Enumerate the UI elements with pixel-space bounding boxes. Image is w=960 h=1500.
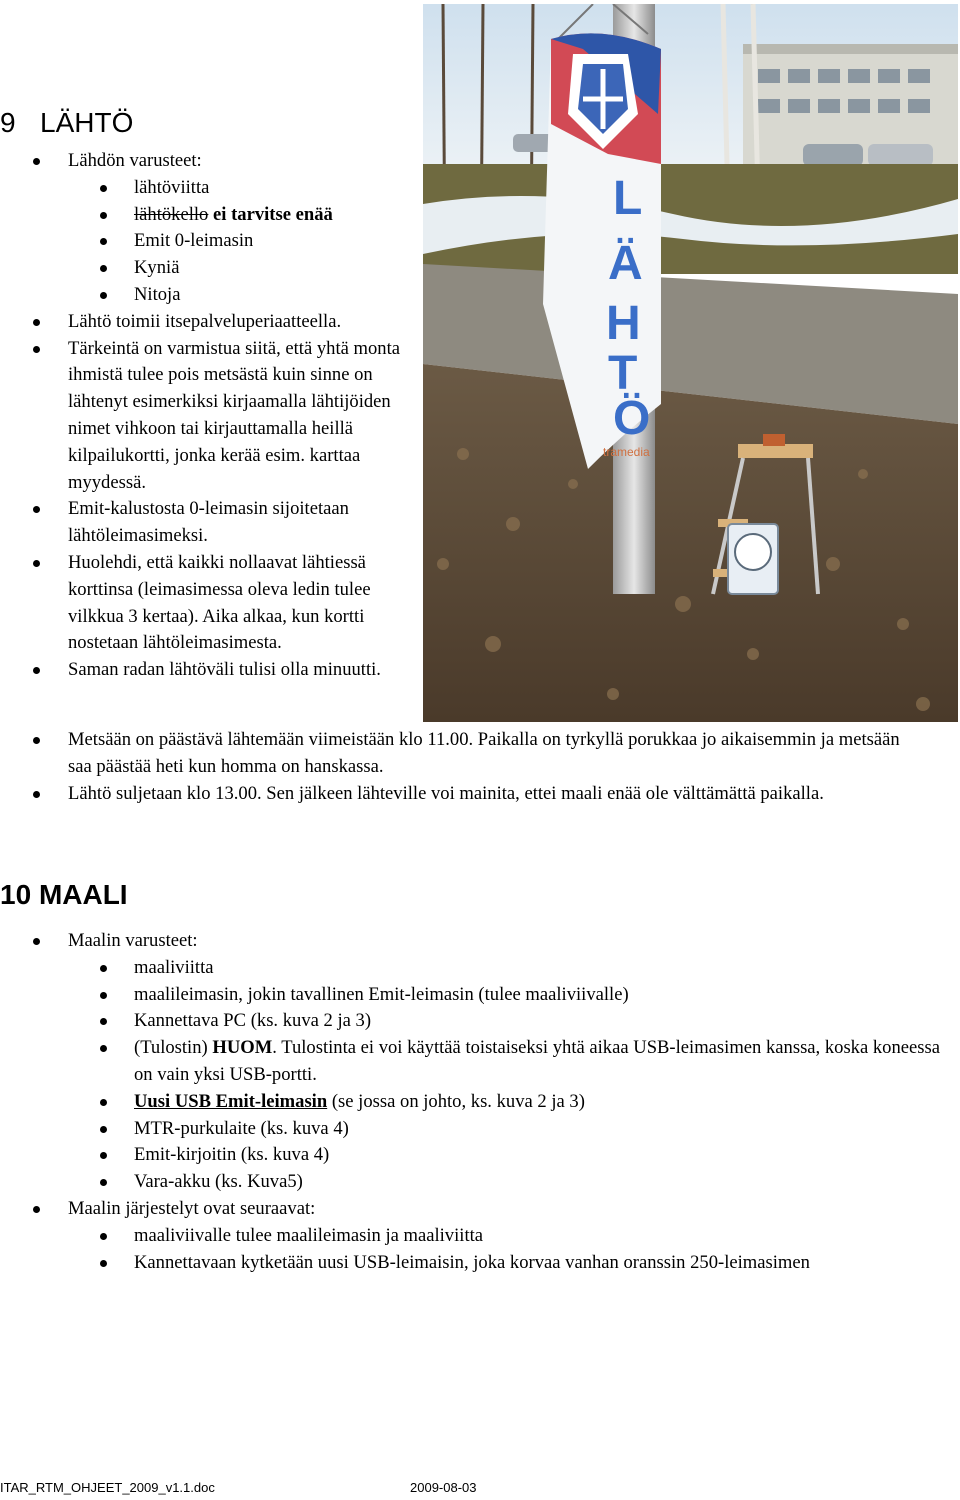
list-item: lähtöviitta	[67, 175, 420, 202]
section-9-number: 9	[0, 107, 16, 138]
list-item: Nitoja	[67, 282, 420, 309]
usb-emit-label: Uusi USB Emit-leimasin	[134, 1090, 328, 1112]
list-item: Vara-akku (ks. Kuva5)	[67, 1169, 950, 1196]
list-item: maaliviitta	[67, 955, 950, 982]
list-item: Saman radan lähtöväli tulisi olla minuutti.	[0, 657, 420, 684]
equipment-intro: Maalin varusteet:	[68, 930, 198, 951]
list-item: Lähtö toimii itsepalveluperiaatteella.	[0, 309, 420, 336]
printer-label: (Tulostin)	[134, 1037, 213, 1059]
section-10-list	[0, 928, 950, 1276]
equipment-list	[68, 955, 950, 1196]
equipment-intro: Lähdön varusteet:	[68, 150, 202, 171]
list-item: Emit 0-leimasin	[67, 228, 420, 255]
list-item: Emit-kalustosta 0-leimasin sijoitetaan lähtöleimasimeksi.	[0, 496, 420, 550]
struck-item: lähtökello	[134, 203, 209, 225]
section-9-list	[0, 148, 420, 684]
list-item: Emit-kirjoitin (ks. kuva 4)	[67, 1142, 950, 1169]
footer-filename: ITAR_RTM_OHJEET_2009_v1.1.doc	[0, 1480, 215, 1495]
usb-emit-note: (se jossa on johto, ks. kuva 2 ja 3)	[327, 1090, 585, 1112]
arrangements-list	[68, 1223, 950, 1277]
section-9-title: LÄHTÖ	[40, 107, 134, 138]
svg-text:L: L	[613, 172, 643, 225]
struck-item-note: ei tarvitse enää	[213, 203, 333, 225]
section-10-title: MAALI	[38, 879, 128, 910]
svg-text:H: H	[606, 297, 641, 350]
note-label: HUOM	[212, 1037, 273, 1059]
start-banner-photo	[423, 4, 958, 722]
arrangements-intro: Maalin järjestelyt ovat seuraavat:	[68, 1197, 316, 1219]
printer-note: . Tulostinta ei voi käyttää toistaiseksi yhtä aikaa USB-leimasimen kanssa, koska koneessa on vain yksi USB-portti.	[134, 1037, 941, 1085]
svg-text:Ä: Ä	[608, 237, 643, 290]
section-10-heading	[0, 881, 128, 909]
section-10-number: 10	[0, 879, 32, 910]
list-item	[0, 148, 420, 309]
footer-date: 2009-08-03	[410, 1480, 477, 1495]
list-item	[67, 1089, 950, 1116]
svg-text:tramedia: tramedia	[603, 445, 650, 459]
svg-text:Ö: Ö	[613, 392, 651, 445]
list-item	[67, 202, 420, 229]
list-item	[0, 1196, 950, 1276]
list-item: Lähtö suljetaan klo 13.00. Sen jälkeen lähteville voi mainita, ettei maali enää ole välttämättä paikalla.	[0, 781, 900, 808]
section-9-heading	[0, 109, 133, 137]
list-item: Huolehdi, että kaikki nollaavat lähtiessä korttinsa (leimasimessa oleva ledin tulee vilkkua 3 kertaa). Aika alkaa, kun kortti nostetaan lähtöleimasimesta.	[0, 550, 420, 657]
list-item: Tärkeintä on varmistua siitä, että yhtä monta ihmistä tulee pois metsästä kuin sinne on lähtenyt esimerkiksi kirjaamalla lähtijöiden nimet vihkoon tai kirjauttamalla heillä kilpailukortti, jonka kerää esim. karttaa myydessä.	[0, 336, 420, 497]
list-item: maalileimasin, jokin tavallinen Emit-leimasin (tulee maaliviivalle)	[67, 982, 950, 1009]
list-item: maaliviivalle tulee maalileimasin ja maaliviitta	[67, 1223, 950, 1250]
list-item: MTR-purkulaite (ks. kuva 4)	[67, 1116, 950, 1143]
list-item: Kyniä	[67, 255, 420, 282]
list-item	[0, 928, 950, 1196]
list-item: Metsään on päästävä lähtemään viimeistään klo 11.00. Paikalla on tyrkyllä porukkaa jo aikaisemmin ja metsään saa päästää heti kun homma on hanskassa.	[0, 727, 900, 781]
list-item	[67, 1035, 950, 1089]
svg-text:T: T	[608, 347, 638, 400]
section-9-list-continued	[0, 727, 900, 807]
list-item: Kannettava PC (ks. kuva 2 ja 3)	[67, 1008, 950, 1035]
equipment-list	[68, 175, 420, 309]
list-item: Kannettavaan kytketään uusi USB-leimaisin, joka korvaa vanhan oranssin 250-leimasimen	[67, 1250, 950, 1277]
